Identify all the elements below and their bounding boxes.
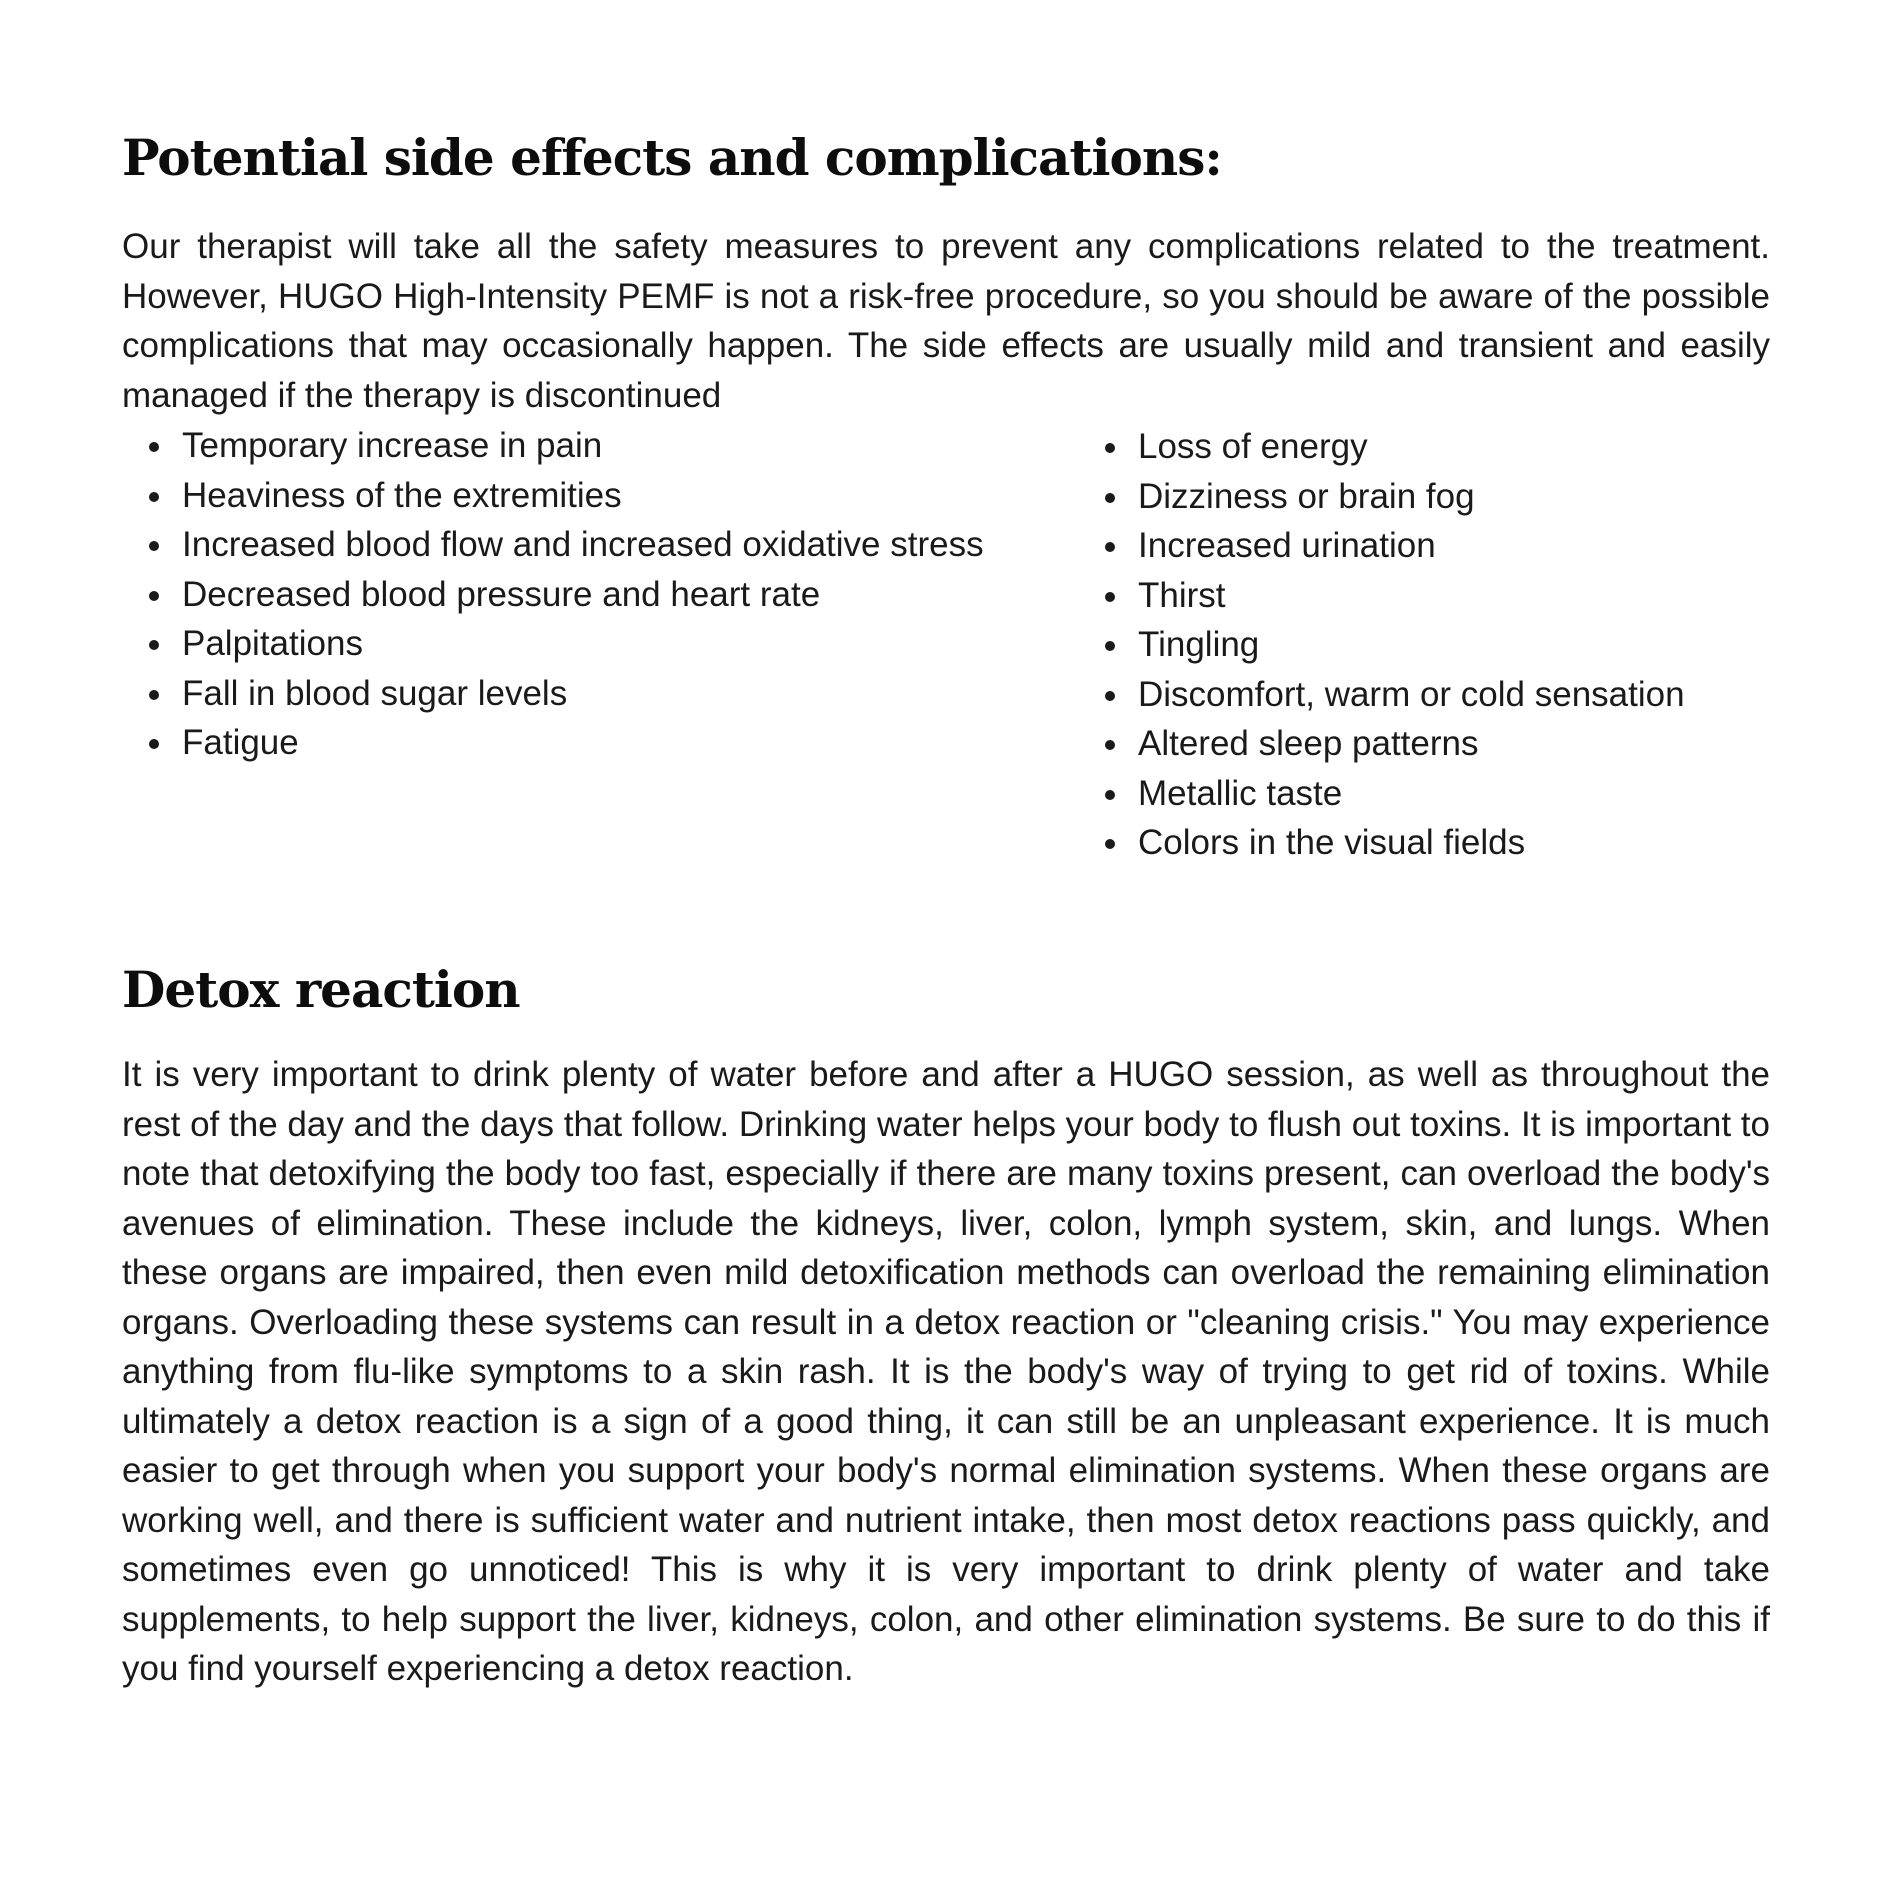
list-item-text: Palpitations [182,624,363,663]
bullet-dot-icon [1105,839,1115,849]
list-item [1078,670,1685,720]
side-effects-heading: Potential side effects and complications: [122,128,1222,187]
bullet-dot-icon [1105,641,1115,651]
list-item-text: Temporary increase in pain [182,426,603,465]
list-item [122,421,984,471]
list-item-text: Thirst [1138,575,1226,615]
list-item-text: Tingling [1138,625,1260,664]
list-item-text: Decreased blood pressure and heart rate [182,574,821,614]
list-item [1078,472,1685,522]
list-item [122,570,984,620]
bullet-dot-icon [1105,592,1115,602]
list-item-text: Loss of energy [1138,427,1368,466]
list-item [1078,571,1685,621]
list-item [1078,769,1685,819]
list-item [1078,521,1685,571]
list-item [122,718,984,768]
list-item-text: Heaviness of the extremities [182,475,622,515]
detox-reaction-heading: Detox reaction [122,960,520,1019]
list-item-text: Colors in the visual fields [1138,823,1526,862]
bullet-dot-icon [1105,542,1115,552]
list-item-text: Altered sleep patterns [1138,724,1479,763]
bullet-dot-icon [1105,691,1115,701]
side-effects-list-right [1078,422,1685,868]
list-item [1078,422,1685,472]
list-item [1078,818,1685,868]
list-item [1078,719,1685,769]
list-item-text: Metallic taste [1138,773,1343,813]
side-effects-list-left [122,421,984,768]
side-effects-intro-paragraph: Our therapist will take all the safety measures to prevent any complications related to the treatment. However, HUGO High-Intensity PEMF is not a risk-free procedure, so you should be aware of the possible complications that may occasionally happen. The side effects are usually mild and transient and easily managed if the therapy is discontinued [122,227,1770,415]
bullet-dot-icon [149,492,159,502]
list-item-text: Fall in blood sugar levels [182,673,568,713]
list-item [1078,620,1685,670]
bullet-dot-icon [149,541,159,551]
bullet-dot-icon [1105,790,1115,800]
bullet-dot-icon [1105,493,1115,503]
list-item-text: Discomfort, warm or cold sensation [1138,674,1685,714]
bullet-dot-icon [1105,443,1115,453]
list-item-text: Fatigue [182,723,299,762]
bullet-dot-icon [149,591,159,601]
detox-reaction-paragraph: It is very important to drink plenty of water before and after a HUGO session, as well as throughout the rest of the day and the days that follow. Drinking water helps your body to flush out toxins. It is important to note that detoxifying the body too fast, especially if there are many toxins present, can overload the body's avenues of elimination. These include the kidneys, liver, colon, lymph system, skin, and lungs. When these organs are impaired, then even mild detoxification methods can overload the remaining elimination organs. Overloading these systems can result in a detox reaction or "cleaning crisis." You may experience anything from flu-like symptoms to a skin rash. It is the body's way of trying to get rid of toxins. While ultimately a detox reaction is a sign of a good thing, it can still be an unpleasant experience. It is much easier to get through when you support your body's normal elimination systems. When these organs are working well, and there is sufficient water and nutrient intake, then most detox reactions pass quickly, and sometimes even go unnoticed! This is why it is very important to drink plenty of water and take supplements, to help support the liver, kidneys, colon, and other elimination systems. Be sure to do this if you find yourself experiencing a detox reaction. [122,1055,1770,1688]
list-item-text: Dizziness or brain fog [1138,476,1475,516]
list-item-text: Increased urination [1138,526,1436,565]
list-item [122,669,984,719]
list-item [122,619,984,669]
list-item-text: Increased blood flow and increased oxidative stress [182,525,984,564]
bullet-dot-icon [149,442,159,452]
bullet-dot-icon [149,690,159,700]
bullet-dot-icon [149,640,159,650]
bullet-dot-icon [149,739,159,749]
list-item [122,471,984,521]
list-item [122,520,984,570]
bullet-dot-icon [1105,740,1115,750]
